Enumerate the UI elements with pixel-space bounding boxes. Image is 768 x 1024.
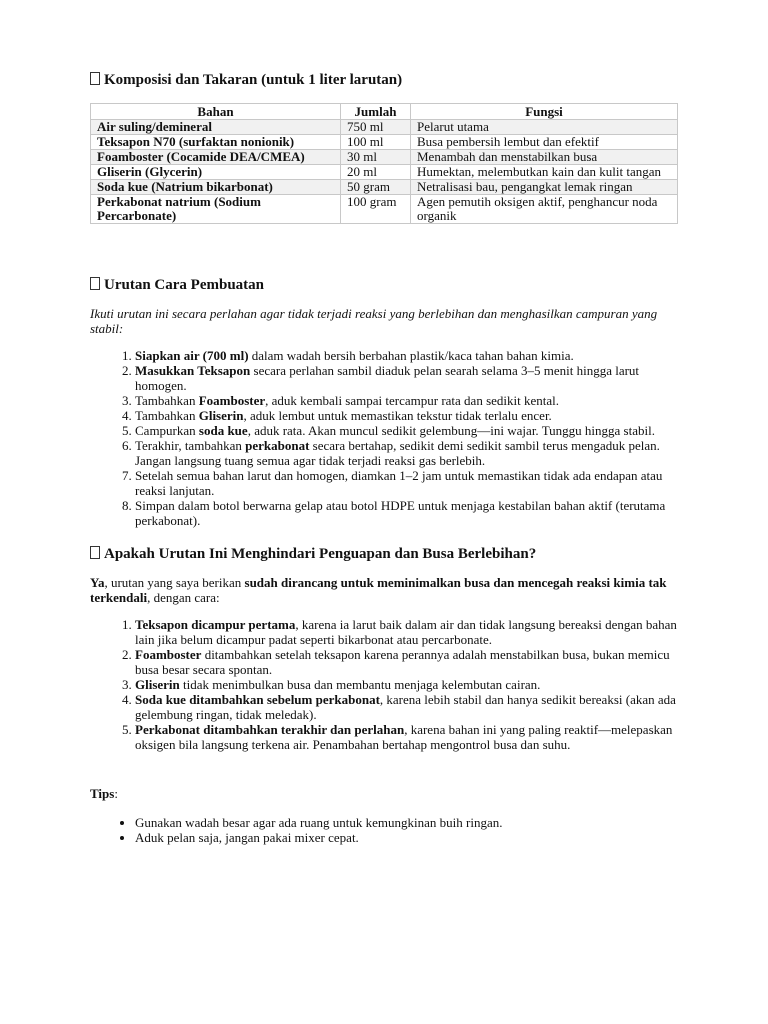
list-item: 3. Tambahkan Foamboster, aduk kembali sampai tercampur rata dan sedikit kental. xyxy=(135,393,683,408)
list-item: 8. Simpan dalam botol berwarna gelap atau botol HDPE untuk menjaga kestabilan bahan aktif (terutama perkabonat). xyxy=(135,498,683,528)
table-row xyxy=(91,150,678,165)
table-row xyxy=(91,195,678,224)
table-cell-fungsi: Agen pemutih oksigen aktif, penghancur noda organik xyxy=(411,195,678,224)
table-row xyxy=(91,135,678,150)
list-item: • Aduk pelan saja, jangan pakai mixer cepat. xyxy=(135,830,683,845)
section-title-steps: Urutan Cara Pembuatan xyxy=(90,276,264,294)
table-cell-fungsi: Netralisasi bau, pengangkat lemak ringan xyxy=(411,180,678,195)
table-cell-bahan: Teksapon N70 (surfaktan nonionik) xyxy=(91,135,341,150)
tips-label: Tips: xyxy=(90,786,118,801)
steps-intro: Ikuti urutan ini secara perlahan agar tidak terjadi reaksi yang berlebihan dan menghasilkan campuran yang stabil: xyxy=(90,306,658,336)
missing-glyph-icon xyxy=(90,277,100,290)
list-item: 4. Tambahkan Gliserin, aduk lembut untuk memastikan tekstur tidak terlalu encer. xyxy=(135,408,683,423)
list-item: 5. Campurkan soda kue, aduk rata. Akan muncul sedikit gelembung—ini wajar. Tunggu hingga stabil. xyxy=(135,423,683,438)
table-header-cell: Jumlah xyxy=(341,104,411,120)
table-cell-jumlah: 100 ml xyxy=(341,135,411,150)
table-cell-bahan: Foamboster (Cocamide DEA/CMEA) xyxy=(91,150,341,165)
table-cell-bahan: Gliserin (Glycerin) xyxy=(91,165,341,180)
table-cell-jumlah: 20 ml xyxy=(341,165,411,180)
table-cell-jumlah: 100 gram xyxy=(341,195,411,224)
list-item: 4. Soda kue ditambahkan sebelum perkabonat, karena lebih stabil dan hanya sedikit bereaksi (akan ada gelembung ringan, tidak meledak). xyxy=(135,692,683,722)
list-item: 2. Foamboster ditambahkan setelah teksapon karena perannya adalah menstabilkan busa, bukan memicu busa besar secara spontan. xyxy=(135,647,683,677)
table-header-row xyxy=(91,104,678,120)
table-cell-jumlah: 50 gram xyxy=(341,180,411,195)
reasons-list xyxy=(90,617,683,752)
table-header-cell: Bahan xyxy=(91,104,341,120)
table-row xyxy=(91,165,678,180)
table-cell-bahan: Soda kue (Natrium bikarbonat) xyxy=(91,180,341,195)
list-item: • Gunakan wadah besar agar ada ruang untuk kemungkinan buih ringan. xyxy=(135,815,683,830)
table-cell-fungsi: Humektan, melembutkan kain dan kulit tangan xyxy=(411,165,678,180)
composition-table xyxy=(90,103,678,224)
table-cell-fungsi: Busa pembersih lembut dan efektif xyxy=(411,135,678,150)
table-cell-jumlah: 30 ml xyxy=(341,150,411,165)
table-row xyxy=(91,120,678,135)
list-item: 6. Terakhir, tambahkan perkabonat secara bertahap, sedikit demi sedikit sambil terus mengaduk pelan. Jangan langsung tuang semua agar tidak terjadi reaksi gas berlebih. xyxy=(135,438,683,468)
section-title-composition: Komposisi dan Takaran (untuk 1 liter larutan) xyxy=(90,71,402,89)
table-cell-fungsi: Pelarut utama xyxy=(411,120,678,135)
section-title-question: Apakah Urutan Ini Menghindari Penguapan dan Busa Berlebihan? xyxy=(90,545,536,563)
table-row xyxy=(91,180,678,195)
table-cell-jumlah: 750 ml xyxy=(341,120,411,135)
missing-glyph-icon xyxy=(90,546,100,559)
table-header-cell: Fungsi xyxy=(411,104,678,120)
table-cell-fungsi: Menambah dan menstabilkan busa xyxy=(411,150,678,165)
list-item: 5. Perkabonat ditambahkan terakhir dan perlahan, karena bahan ini yang paling reaktif—melepaskan oksigen bila langsung terkena air. Penambahan bertahap mengontrol busa dan suhu. xyxy=(135,722,683,752)
missing-glyph-icon xyxy=(90,72,100,85)
steps-list xyxy=(90,348,683,528)
table-cell-bahan: Perkabonat natrium (Sodium Percarbonate) xyxy=(91,195,341,224)
list-item: 2. Masukkan Teksapon secara perlahan sambil diaduk pelan searah selama 3–5 menit hingga larut homogen. xyxy=(135,363,683,393)
list-item: 3. Gliserin tidak menimbulkan busa dan membantu menjaga kelembutan cairan. xyxy=(135,677,683,692)
list-item: 7. Setelah semua bahan larut dan homogen, diamkan 1–2 jam untuk memastikan tidak ada endapan atau reaksi lanjutan. xyxy=(135,468,683,498)
list-item: 1. Teksapon dicampur pertama, karena ia larut baik dalam air dan tidak langsung bereaksi dengan bahan lain jika belum dicampur padat seperti bikarbonat atau percarbonate. xyxy=(135,617,683,647)
tips-list xyxy=(90,815,683,845)
list-item: 1. Siapkan air (700 ml) dalam wadah bersih berbahan plastik/kaca tahan bahan kimia. xyxy=(135,348,683,363)
table-cell-bahan: Air suling/demineral xyxy=(91,120,341,135)
answer-paragraph: Ya, urutan yang saya berikan sudah dirancang untuk meminimalkan busa dan mencegah reaksi kimia tak terkendali, dengan cara: xyxy=(90,575,667,605)
